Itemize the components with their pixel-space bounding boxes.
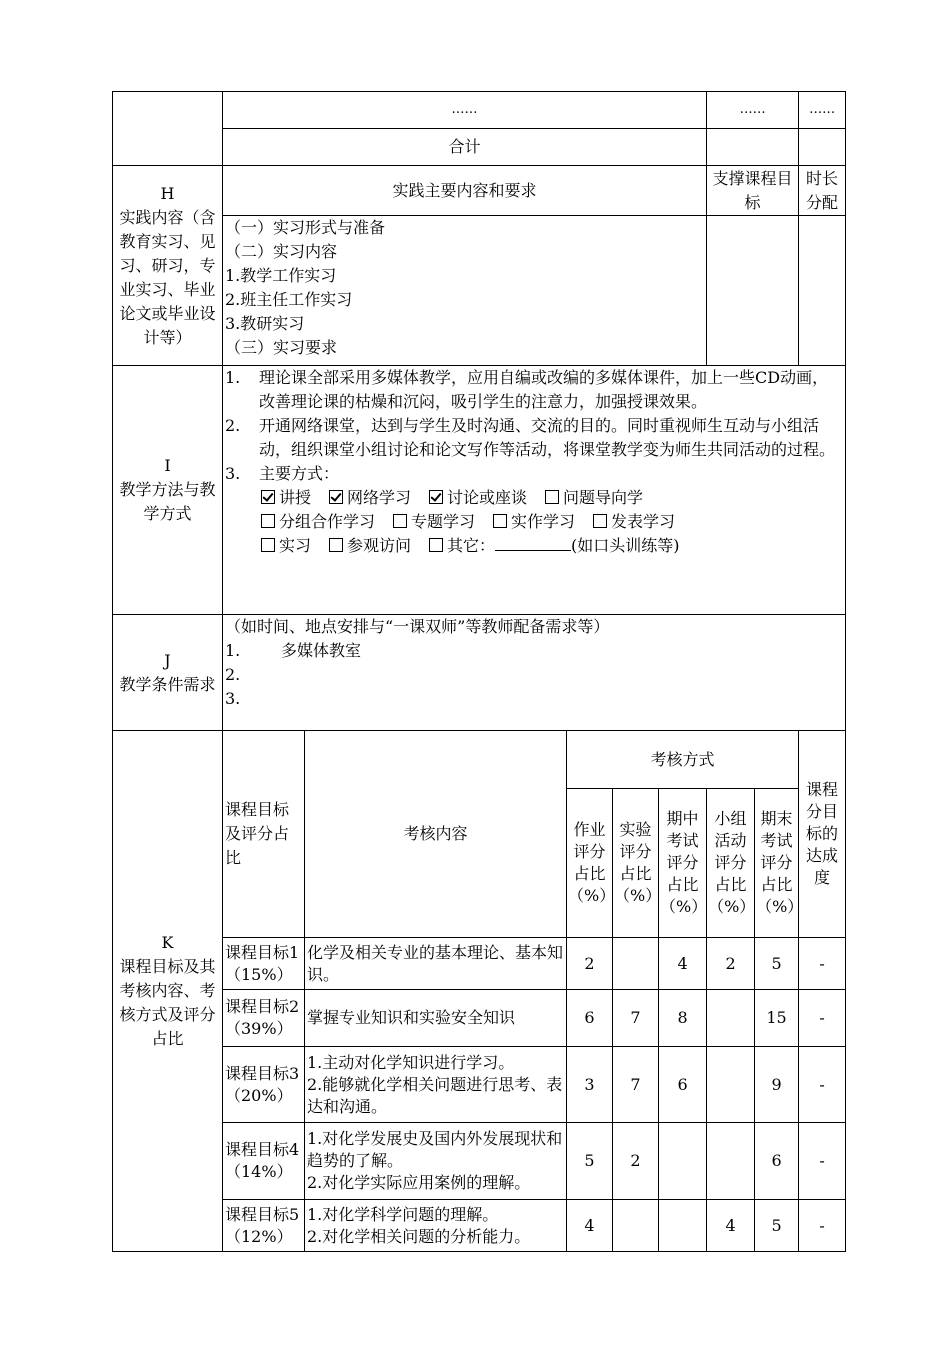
checkbox-empty-icon[interactable]: [493, 514, 507, 528]
checkbox-checked-icon[interactable]: [429, 490, 443, 504]
k-row-group: [707, 1123, 755, 1200]
checkbox-empty-icon[interactable]: [429, 538, 443, 552]
checkbox-checked-icon[interactable]: [329, 490, 343, 504]
k-row-attain: -: [799, 938, 846, 990]
k-row-final: 6: [755, 1123, 799, 1200]
table-row: [113, 938, 846, 990]
option-lecture[interactable]: 讲授: [261, 488, 311, 507]
k-row-goal: 课程目标5（12%）: [223, 1200, 305, 1252]
section-h-header-time: 时长分配: [799, 166, 846, 216]
option-practical-learning[interactable]: 实作学习: [493, 512, 575, 531]
k-row-final: 9: [755, 1047, 799, 1123]
i-item-text: 开通网络课堂，达到与学生及时沟通、交流的目的。同时重视师生互动与小组活动，组织课堂小组讨论和论文写作等活动，将课堂教学变为师生共同活动的过程。: [259, 416, 836, 459]
option-group-cooperation[interactable]: 分组合作学习: [261, 512, 375, 531]
ellipsis-main: ……: [223, 92, 707, 129]
k-row-hw: 2: [567, 938, 613, 990]
method-options-row-3: [225, 534, 843, 558]
k-header-methods: 考核方式: [567, 731, 799, 789]
checkbox-checked-icon[interactable]: [261, 490, 275, 504]
j-item-num: 2.: [225, 665, 241, 684]
section-i-content: [223, 366, 846, 615]
k-row-group: 2: [707, 938, 755, 990]
other-blank-field[interactable]: [495, 534, 571, 551]
k-method-homework: 作业评分占比（%）: [567, 789, 613, 938]
k-row-mid: 8: [659, 990, 707, 1047]
k-row-attain: -: [799, 1047, 846, 1123]
section-j-label: [113, 615, 223, 731]
section-j-letter: J: [164, 650, 171, 670]
table-row: [113, 1047, 846, 1123]
k-row-goal: 课程目标2（39%）: [223, 990, 305, 1047]
checkbox-empty-icon[interactable]: [545, 490, 559, 504]
option-discussion[interactable]: 讨论或座谈: [429, 488, 527, 507]
k-row-mid: 6: [659, 1047, 707, 1123]
k-row-content: 1.对化学发展史及国内外发展现状和趋势的了解。 2.对化学实际应用案例的理解。: [305, 1123, 567, 1200]
section-k-text: 课程目标及其考核内容、考核方式及评分占比: [119, 957, 216, 1048]
k-row-lab: [613, 1200, 659, 1252]
syllabus-page: [112, 91, 845, 1254]
i-item-num: 1.: [225, 368, 241, 387]
k-row-content: 1.主动对化学知识进行学习。 2.能够就化学相关问题进行思考、表达和沟通。: [305, 1047, 567, 1123]
j-item-num: 1.: [225, 641, 241, 660]
section-k-letter: K: [161, 933, 174, 952]
k-row-hw: 6: [567, 990, 613, 1047]
section-k-label: [113, 731, 223, 1252]
k-row-content: 1.对化学科学问题的理解。 2.对化学相关问题的分析能力。: [305, 1200, 567, 1252]
checkbox-empty-icon[interactable]: [329, 538, 343, 552]
k-method-group: 小组活动评分占比（%）: [707, 789, 755, 938]
k-row-goal: 课程目标4（14%）: [223, 1123, 305, 1200]
k-row-mid: [659, 1123, 707, 1200]
i-item-text: 理论课全部采用多媒体教学，应用自编或改编的多媒体课件，加上一些CD动画，改善理论课的枯燥和沉闷，吸引学生的注意力，加强授课效果。: [259, 368, 829, 411]
k-row-hw: 5: [567, 1123, 613, 1200]
section-h-label: [113, 166, 223, 366]
h-line: （二）实习内容: [225, 242, 338, 261]
method-options-row-2: [225, 510, 843, 534]
h-line: 2.班主任工作实习: [225, 290, 353, 309]
k-row-lab: 2: [613, 1123, 659, 1200]
k-row-final: 5: [755, 938, 799, 990]
k-header-goal: 课程目标及评分占比: [223, 731, 305, 938]
total-label: 合计: [223, 129, 707, 166]
checkbox-empty-icon[interactable]: [393, 514, 407, 528]
k-row-group: [707, 990, 755, 1047]
k-row-group: [707, 1047, 755, 1123]
ellipsis-time: ……: [799, 92, 846, 129]
section-h-header-goal: 支撑课程目标: [707, 166, 799, 216]
section-h-header-content: 实践主要内容和要求: [223, 166, 707, 216]
j-item-text: [259, 687, 843, 711]
k-row-lab: [613, 938, 659, 990]
k-method-final: 期末考试评分占比（%）: [755, 789, 799, 938]
i-item-num: 3.: [225, 464, 241, 483]
k-row-lab: 7: [613, 990, 659, 1047]
section-i-label: [113, 366, 223, 615]
table-row: [113, 990, 846, 1047]
option-visit[interactable]: 参观访问: [329, 536, 411, 555]
j-note: （如时间、地点安排与“一课双师”等教师配备需求等）: [225, 617, 610, 636]
k-row-hw: 3: [567, 1047, 613, 1123]
k-row-final: 15: [755, 990, 799, 1047]
k-row-mid: [659, 1200, 707, 1252]
table-row: [113, 1123, 846, 1200]
section-h-letter: H: [160, 183, 175, 203]
option-presentation-learning[interactable]: 发表学习: [593, 512, 675, 531]
j-item-num: 3.: [225, 689, 241, 708]
table-row: [113, 1200, 846, 1252]
k-row-mid: 4: [659, 938, 707, 990]
total-goal-cell: [707, 129, 799, 166]
k-header-attain: 课程分目标的达成度: [799, 731, 846, 938]
other-suffix: (如口头训练等): [571, 536, 680, 555]
section-h-time-cell: [799, 216, 846, 366]
method-options-row-1: [225, 486, 843, 510]
k-row-attain: -: [799, 1200, 846, 1252]
section-h-goal-cell: [707, 216, 799, 366]
section-j-text: 教学条件需求: [119, 674, 216, 694]
k-row-goal: 课程目标1（15%）: [223, 938, 305, 990]
option-topic-learning[interactable]: 专题学习: [393, 512, 475, 531]
section-i-text: 教学方法与教学方式: [119, 480, 216, 523]
checkbox-empty-icon[interactable]: [593, 514, 607, 528]
k-row-content: 掌握专业知识和实验安全知识: [305, 990, 567, 1047]
h-line: 3.教研实习: [225, 314, 305, 333]
total-time-cell: [799, 129, 846, 166]
k-row-lab: 7: [613, 1047, 659, 1123]
section-j-content: [223, 615, 846, 731]
section-h-text: 实践内容（含教育实习、见习、研习，专业实习、毕业论文或毕业设计等）: [119, 207, 216, 347]
section-i-letter: I: [164, 456, 171, 475]
k-header-content: 考核内容: [305, 731, 567, 938]
i-item-text: 主要方式：: [259, 464, 340, 483]
option-problem-oriented[interactable]: 问题导向学: [545, 488, 643, 507]
ellipsis-goal: ……: [707, 92, 799, 129]
h-line: 1.教学工作实习: [225, 266, 337, 285]
option-online-learning[interactable]: 网络学习: [329, 488, 411, 507]
k-method-lab: 实验评分占比（%）: [613, 789, 659, 938]
syllabus-table: [112, 91, 846, 1252]
k-row-content: 化学及相关专业的基本理论、基本知识。: [305, 938, 567, 990]
k-method-midterm: 期中考试评分占比（%）: [659, 789, 707, 938]
i-item-num: 2.: [225, 416, 241, 435]
k-row-goal: 课程目标3（20%）: [223, 1047, 305, 1123]
k-row-attain: -: [799, 1123, 846, 1200]
h-line: （一）实习形式与准备: [225, 218, 386, 237]
k-row-group: 4: [707, 1200, 755, 1252]
option-other[interactable]: 其它： (如口头训练等): [429, 536, 680, 555]
checkbox-empty-icon[interactable]: [261, 538, 275, 552]
section-h-content: [223, 216, 707, 366]
j-item-text: 多媒体教室: [281, 641, 362, 660]
k-row-hw: 4: [567, 1200, 613, 1252]
h-line: （三）实习要求: [225, 338, 338, 357]
k-row-attain: -: [799, 990, 846, 1047]
option-internship[interactable]: 实习: [261, 536, 311, 555]
top-label-cell: [113, 92, 223, 166]
checkbox-empty-icon[interactable]: [261, 514, 275, 528]
j-item-text: [259, 663, 843, 687]
k-row-final: 5: [755, 1200, 799, 1252]
